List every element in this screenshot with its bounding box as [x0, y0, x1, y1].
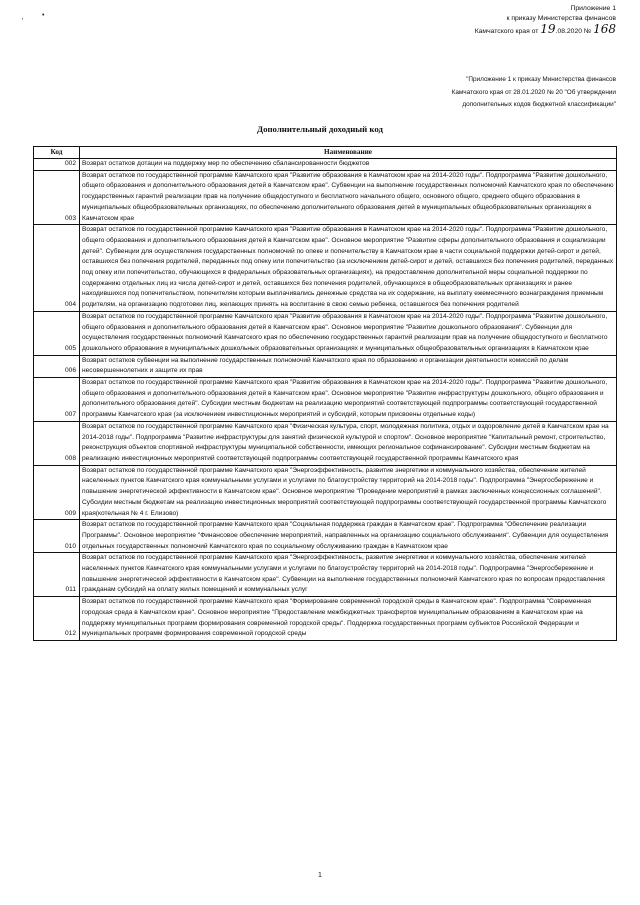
- table-row: [34, 465, 617, 520]
- row-name: Возврат остатков по государственной программе Камчатского края "Развитие образования в Камчатском крае на 2014-2020 годы". Подпрограмма "Развитие дошкольного, общего образования и дополнительного образования детей в Камчатском крае". Основное мероприятие "Развитие дошкольного образования". Субвенции для осуществления государственных полномочий Камчатского края по обеспечению государственных гарантий реализации прав на получение общедоступного и бесплатного дошкольного образования в муниципальных дошкольных образовательных организациях и муниципальных общеобразовательных организациях в Камчатском крае: [80, 311, 617, 355]
- page-number: 1: [318, 872, 322, 879]
- table-row: [34, 597, 617, 641]
- previous-order-reference: [452, 74, 616, 112]
- row-code: 002: [34, 159, 80, 171]
- row-code: 007: [34, 378, 80, 422]
- appendix-header: [475, 4, 616, 37]
- row-name: Возврат остатков по государственной программе Камчатского края "Развитие образования в Камчатском крае на 2014-2020 годы". Подпрограмма "Развитие дошкольного, общего образования и дополнительного образования детей в Камчатском крае". Основное мероприятие "Развитие инфраструктуры дошкольного, общего образования и дополнительного образования детей". Субсидии местным бюджетам на реализацию мероприятий соответствующей подпрограммы соответствующей государственной программы Камчатского края (за исключением инвестиционных мероприятий и субсидий, которым присвоены отдельные коды): [80, 378, 617, 422]
- table-row: [34, 159, 617, 171]
- row-code: 003: [34, 170, 80, 225]
- scan-mark: •: [42, 12, 45, 19]
- row-code: 012: [34, 597, 80, 641]
- row-name: Возврат остатков по государственной программе Камчатского края "Развитие образования в Камчатском крае на 2014-2020 годы". Подпрограмма "Развитие дошкольного, общего образования и дополнительного образования детей в Камчатском крае". Основное мероприятие "Развитие сферы дополнительного образования и социализации детей". Субвенции для осуществления государственных полномочий по опеке и попечительству в Камчатском крае в части социальной поддержки детей-сирот и детей, оставшихся без попечения родителей, переданных под опеку или попечительство (за исключением детей-сирот и детей, оставшихся без попечения родителей, переданных под опеку или попечительство, обучающихся в федеральных образовательных организациях), на предоставление дополнительной меры социальной поддержки по содержанию отдельных лиц из числа детей-сирот и детей, оставшихся без попечения родителей, обучающихся в общеобразовательных организациях и ранее находившихся под попечительством, попечителям которым выплачивались денежные средства на их содержание, на выплату ежемесячного вознаграждения приемным родителям, на организацию подготовки лиц, желающих принять на воспитание в свою семью ребенка, оставшегося без попечения родителей: [80, 225, 617, 312]
- appendix-line-3-prefix: Камчатского края от: [474, 28, 539, 35]
- row-name: Возврат остатков по государственной программе Камчатского края "Социальная поддержка граждан в Камчатском крае". Подпрограмма "Обеспечение реализации Программы". Основное мероприятие "Финансовое обеспечение мероприятий, направленных на организацию социального обслуживания". Субвенции для осуществления отдельных государственных полномочий Камчатского края по социальному обслуживанию граждан в Камчатском крае: [80, 520, 617, 553]
- appendix-line-3: [475, 24, 616, 37]
- table-body: [34, 159, 617, 641]
- table-header-row: [34, 147, 617, 159]
- reference-line-1: "Приложение 1 к приказу Министерства финансов: [466, 76, 616, 83]
- row-name: Возврат остатков по государственной программе Камчатского края "Энергоэффективность, развитие энергетики и коммунального хозяйства, обеспечение жителей населенных пунктов Камчатского края коммунальными услугами и услугами по благоустройству территорий на 2014-2018 годы". Подпрограмма "Энергосбережение и повышение энергетической эффективности в Камчатском крае". Основное мероприятие "Проведение мероприятий в рамках заключенных концессионных соглашений". Субсидии местным бюджетам на реализацию инвестиционных мероприятий соответствующей подпрограммы соответствующей государственной программы Камчатского края(котельная № 4 г. Елизово): [80, 465, 617, 520]
- handwritten-day: 19: [540, 22, 556, 36]
- appendix-line-1: Приложение 1: [570, 5, 616, 12]
- table-row: [34, 378, 617, 422]
- row-code: 008: [34, 421, 80, 465]
- reference-line-2: Камчатского края от 28.01.2020 № 20 "Об утверждении: [451, 88, 616, 96]
- scan-mark: ': [22, 18, 24, 25]
- row-name: Возврат остатков по государственной программе Камчатского края "Развитие образования в Камчатском крае на 2014-2020 годы". Подпрограмма "Развитие дошкольного, общего образования и дополнительного образования детей в Камчатском крае". Субвенции на выполнение государственных полномочий Камчатского края по обеспечению государственных гарантий реализации прав на получение общедоступного и бесплатного начального общего, основного общего, среднего общего образования в муниципальных общеобразовательных организациях, по обеспечению дополнительного образования детей в муниципальных общеобразовательных организациях в Камчатском крае: [80, 170, 617, 225]
- row-code: 011: [34, 553, 80, 597]
- column-header-name: Наименование: [80, 147, 617, 159]
- income-codes-table: [33, 146, 617, 641]
- row-name: Возврат остатков по государственной программе Камчатского края "Формирование современной городской среды в Камчатском крае". Подпрограмма "Современная городская среда в Камчатском крае". Основное мероприятие "Предоставление межбюджетных трансфертов муниципальным образованиям в Камчатском крае на поддержку муниципальных программ формирования современной городской среды". Поддержка государственных программ субъектов Российской Федерации и муниципальных программ формирования современной городской среды: [80, 597, 617, 641]
- appendix-line-3-middle: .08.2020 №: [555, 28, 592, 35]
- table-row: [34, 421, 617, 465]
- row-code: 009: [34, 465, 80, 520]
- row-name: Возврат остатков субвенции на выполнение государственных полномочий Камчатского края по образованию и организации деятельности комиссий по делам несовершеннолетних и защите их прав: [80, 355, 617, 377]
- document-title: Дополнительный доходный код: [257, 124, 383, 134]
- reference-line-3: дополнительных кодов бюджетной классификации": [462, 101, 616, 108]
- row-code: 006: [34, 355, 80, 377]
- row-name: Возврат остатков по государственной программе Камчатского края "Физическая культура, спорт, молодежная политика, отдых и оздоровление детей в Камчатском крае на 2014-2018 годы". Подпрограмма "Развитие инфраструктуры для занятий физической культурой и спортом". Основное мероприятие "Капитальный ремонт, строительство, реконструкция объектов спортивной инфраструктуры муниципальной собственности, имеющих региональное софинансирование". Субсидии местным бюджетам на реализацию инвестиционных мероприятий соответствующей подпрограммы соответствующей государственной программы Камчатского края: [80, 421, 617, 465]
- row-code: 005: [34, 311, 80, 355]
- row-name: Возврат остатков дотации на поддержку мер по обеспечению сбалансированности бюджетов: [80, 159, 617, 171]
- appendix-line-2: к приказу Министерства финансов: [506, 15, 616, 22]
- table-row: [34, 170, 617, 225]
- row-code: 010: [34, 520, 80, 553]
- row-code: 004: [34, 225, 80, 312]
- table-row: [34, 553, 617, 597]
- table-row: [34, 311, 617, 355]
- handwritten-number: 168: [593, 22, 616, 36]
- row-name: Возврат остатков по государственной программе Камчатского края "Энергоэффективность, развитие энергетики и коммунального хозяйства, обеспечение жителей населенных пунктов Камчатского края коммунальными услугами и услугами по благоустройству территорий на 2014-2018 годы". Подпрограмма "Энергосбережение и повышение энергетической эффективности в Камчатском крае". Субвенции на выполнение государственных полномочий Камчатского края по вопросам предоставления гражданам субсидий на оплату жилых помещений и коммунальных услуг: [80, 553, 617, 597]
- table-row: [34, 355, 617, 377]
- column-header-code: Код: [34, 147, 80, 159]
- table-row: [34, 520, 617, 553]
- table-row: [34, 225, 617, 312]
